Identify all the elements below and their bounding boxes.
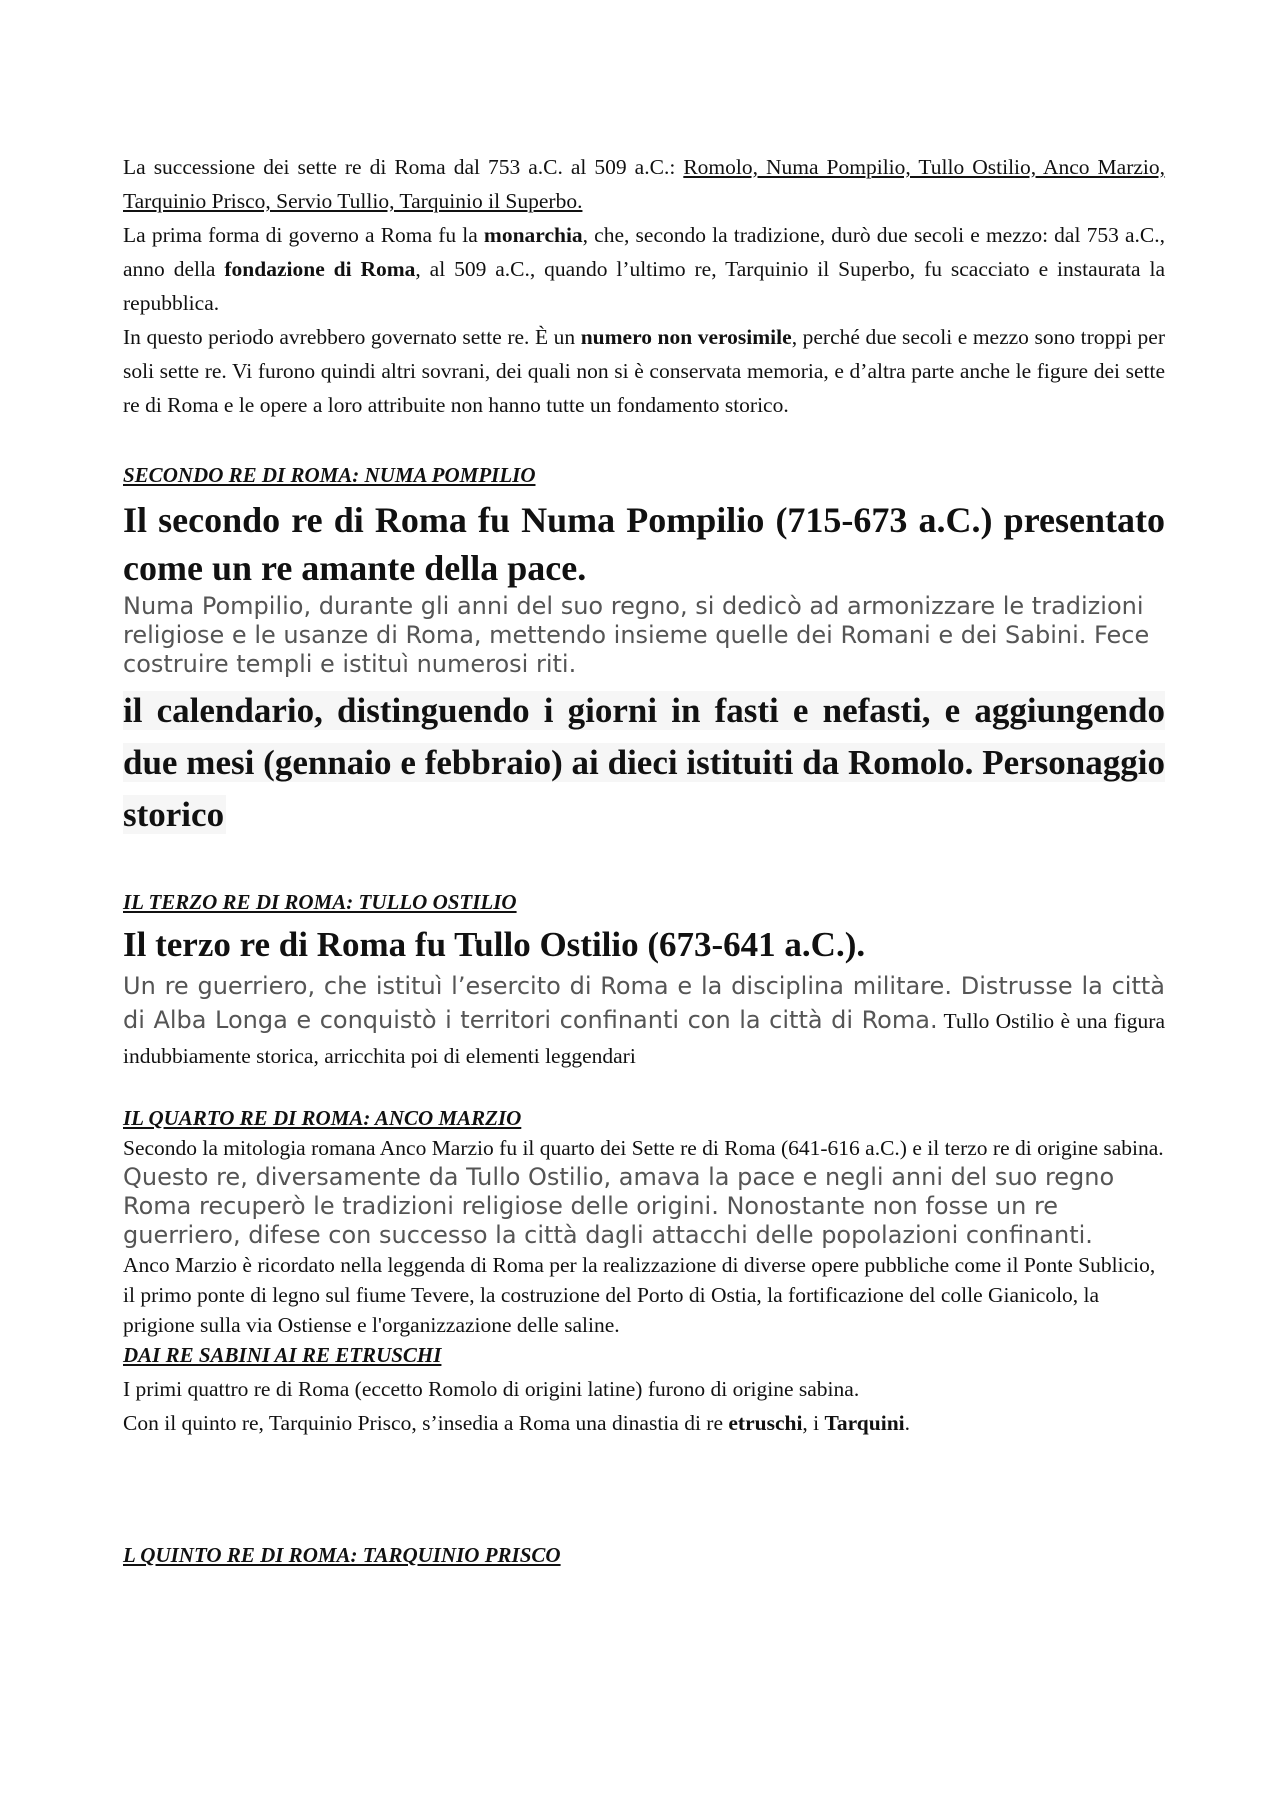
- bold-tarquini: Tarquini: [824, 1411, 905, 1435]
- kings-list: Romolo, Numa Pompilio, Tullo Ostilio, Anco Marzio, Tarquinio Prisco, Servio Tullio, Tarquinio il Superbo.: [123, 155, 1166, 213]
- numa-calendar-text: il calendario, distinguendo i giorni in fasti e nefasti, e aggiungendo due mesi (gennaio e febbraio) ai dieci istituiti da Romolo. Personaggio storico: [123, 691, 1165, 834]
- sabini-heading: DAI RE SABINI AI RE ETRUSCHI: [123, 1343, 442, 1367]
- text-span: , perché due secoli e mezzo sono troppi per soli sette re. Vi furono quindi altri sovrani, dei quali non si è conservata memoria, e d’altra parte anche le figure dei sette re di Roma e le opere a loro attribuite non hanno tutte un fondamento storico.: [123, 325, 1166, 417]
- anco-description: Questo re, diversamente da Tullo Ostilio, amava la pace e negli anni del suo regno Roma recuperò le tradizioni religiose delle origini. Nonostante non fosse un re guerriero, difese con successo la città dagli attacchi delle popolazioni confinanti.: [123, 1163, 1115, 1249]
- intro-monarchy-paragraph: [123, 218, 1165, 320]
- document-page: [123, 150, 1165, 1570]
- tullo-description: [123, 969, 1165, 1073]
- text-span: .: [904, 1411, 910, 1435]
- numa-title: Il secondo re di Roma fu Numa Pompilio (715-673 a.C.) presentato come un re amante della pace.: [123, 500, 1165, 588]
- text-span: In questo periodo avrebbero governato sette re. È un: [123, 325, 581, 349]
- bold-monarchia: monarchia: [483, 223, 583, 247]
- intro-period-paragraph: [123, 320, 1165, 422]
- numa-description: Numa Pompilio, durante gli anni del suo regno, si dedicò ad armonizzare le tradizioni religiose e le usanze di Roma, mettendo insieme quelle dei Romani e dei Sabini. Fece costruire templi e istituì numerosi riti.: [123, 592, 1150, 678]
- tullo-note: Tullo Ostilio è una figura indubbiamente storica, arricchita poi di elementi leggendari: [123, 1009, 1165, 1068]
- bold-numero: numero non verosimile: [580, 325, 792, 349]
- bold-fondazione: fondazione di Roma: [224, 257, 416, 281]
- text-span: , al 509 a.C., quando l’ultimo re, Tarquinio il Superbo, fu scacciato e instaurata la repubblica.: [123, 257, 1165, 315]
- anco-intro: Secondo la mitologia romana Anco Marzio fu il quarto dei Sette re di Roma (641-616 a.C.) e il terzo re di origine sabina.: [123, 1136, 1164, 1160]
- intro-succession: [123, 150, 1165, 218]
- anco-works: Anco Marzio è ricordato nella leggenda di Roma per la realizzazione di diverse opere pubbliche come il Ponte Sublicio, il primo ponte di legno sul fiume Tevere, la costruzione del Porto di Ostia, la fortificazione del colle Gianicolo, la prigione sulla via Ostiense e l'organizzazione delle saline.: [123, 1253, 1156, 1337]
- sabini-line2: [123, 1406, 1165, 1440]
- tarquinio-heading: L QUINTO RE DI ROMA: TARQUINIO PRISCO: [123, 1543, 561, 1567]
- numa-calendar-paragraph: [123, 685, 1165, 841]
- text-span: , i: [802, 1411, 825, 1435]
- tullo-desc-text: Un re guerriero, che istituì l’esercito di Roma e la disciplina militare. Distrusse la città di Alba Longa e conquistò i territori confinanti con la città di Roma.: [123, 972, 1165, 1034]
- text-span: , che, secondo la tradizione, durò due secoli e mezzo: dal 753 a.C., anno della: [123, 223, 1165, 281]
- text-span: La prima forma di governo a Roma fu la: [123, 223, 484, 247]
- bold-etruschi: etruschi: [728, 1411, 803, 1435]
- tullo-title: Il terzo re di Roma fu Tullo Ostilio (673-641 a.C.).: [123, 925, 866, 964]
- tullo-heading: IL TERZO RE DI ROMA: TULLO OSTILIO: [123, 890, 517, 914]
- intro-succession-prefix: La successione dei sette re di Roma dal 753 a.C. al 509 a.C.:: [123, 155, 684, 179]
- numa-heading: SECONDO RE DI ROMA: NUMA POMPILIO: [123, 463, 536, 487]
- sabini-line1: I primi quattro re di Roma (eccetto Romolo di origini latine) furono di origine sabina.: [123, 1377, 860, 1401]
- anco-heading: IL QUARTO RE DI ROMA: ANCO MARZIO: [123, 1106, 522, 1130]
- text-span: Con il quinto re, Tarquinio Prisco, s’insedia a Roma una dinastia di re: [123, 1411, 729, 1435]
